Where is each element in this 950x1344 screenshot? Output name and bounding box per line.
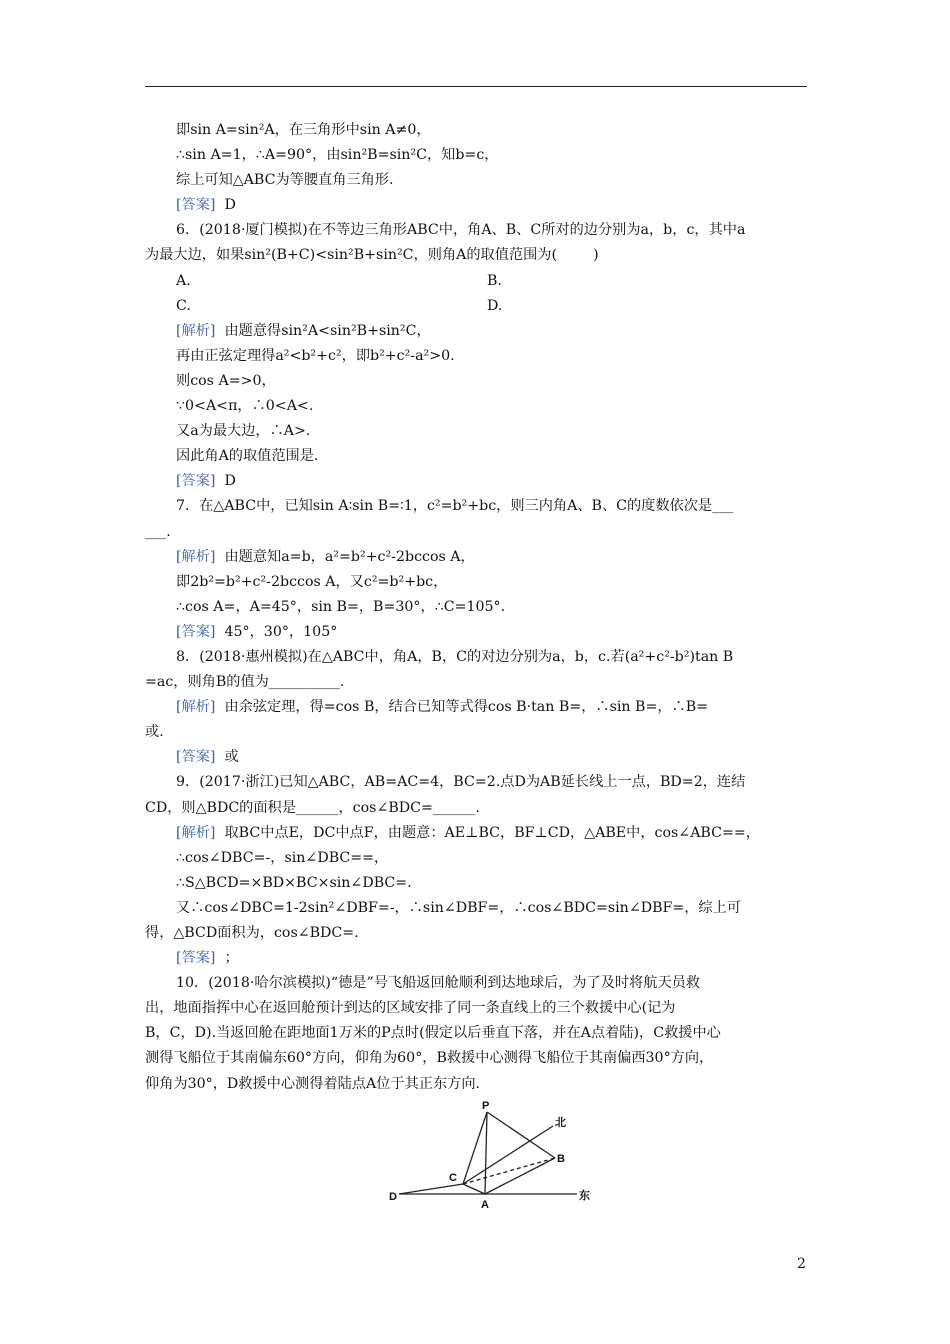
line-text: 由题意得sin²A<sin²B+sin²C， (215, 322, 431, 339)
line-text: 或. (145, 724, 164, 741)
line-text: 为最大边，如果sin²(B+C)<sin²B+sin²C，则角A的取值范围为( ) (145, 247, 599, 264)
text-line (145, 319, 807, 344)
text-line (145, 620, 807, 645)
line-text: ∴cos A=，A=45°，sin B=，B=30°，∴C=105°. (176, 598, 506, 615)
line-text: 由余弦定理，得=cos B，结合已知等式得cos B·tan B=，∴sin B=，∴B= (215, 699, 709, 716)
choice-option: D. (487, 297, 503, 314)
text-line (145, 118, 807, 143)
text-line (145, 921, 807, 946)
text-line (145, 444, 807, 469)
choice-option: B. (487, 272, 502, 289)
text-line (145, 846, 807, 871)
text-line (145, 1072, 807, 1097)
line-text: 则cos A=>0， (176, 372, 276, 389)
label-north: 北 (555, 1117, 566, 1129)
line-text: 再由正弦定理得a²<b²+c²，即b²+c²-a²>0. (176, 347, 455, 364)
text-line (145, 269, 807, 294)
line-text: ∴S△BCD=×BD×BC×sin∠DBC=. (176, 874, 412, 891)
text-line (145, 821, 807, 846)
section-tag: [解析] (176, 548, 216, 565)
text-line (145, 419, 807, 444)
choice-option: A. (176, 272, 191, 289)
section-tag: [答案] (176, 197, 216, 214)
line-text: 又a为最大边，∴A>. (176, 423, 311, 440)
line-text: 即sin A=sin²A，在三角形中sin A≠0， (176, 122, 431, 138)
text-line (145, 796, 807, 821)
line-text: ； (215, 950, 239, 967)
text-line (145, 570, 807, 595)
line-text: ∴cos∠DBC=-，sin∠DBC==， (176, 849, 389, 866)
geometry-figure (385, 1098, 600, 1218)
segment-PA (485, 1112, 487, 1194)
line-text: 因此角A的取值范围是. (176, 448, 319, 465)
text-line (145, 294, 807, 319)
line-text: 得，△BCD面积为，cos∠BDC=. (145, 925, 359, 941)
line-text: D (215, 197, 236, 214)
line-text: ∴sin A=1，∴A=90°，由sin²B=sin²C，知b=c， (176, 147, 499, 164)
section-tag: [答案] (176, 623, 216, 640)
line-text: 45°，30°，105° (215, 623, 338, 640)
label-A: A (481, 1199, 489, 1211)
text-line (145, 168, 807, 193)
line-text: 仰角为30°，D救援中心测得着陆点A位于其正东方向. (145, 1075, 481, 1092)
line-D-C (399, 1184, 463, 1194)
label-D: D (389, 1191, 397, 1203)
line-text: 又∴cos∠DBC=1-2sin²∠DBF=-，∴sin∠DBF=，∴cos∠BDC=sin∠DBF=，综上可 (176, 899, 741, 916)
text-line (145, 394, 807, 419)
line-text: 8．(2018·惠州模拟)在△ABC中，角A，B，C的对边分别为a，b，c.若(a²+c²-b²)tan B (176, 648, 734, 665)
section-tag: [解析] (176, 824, 216, 841)
label-P: P (482, 1100, 490, 1112)
text-line (145, 1046, 807, 1071)
section-tag: [解析] (176, 699, 216, 716)
text-line (145, 344, 807, 369)
line-text: ___. (145, 523, 171, 540)
line-text: 由题意知a=b，a²=b²+c²-2bccos A， (215, 548, 475, 565)
text-line (145, 996, 807, 1021)
text-line (145, 243, 807, 268)
page-number: 2 (797, 1256, 806, 1272)
text-line (145, 695, 807, 720)
text-line (145, 770, 807, 795)
segment-CB-dashed (463, 1158, 555, 1184)
line-text: CD，则△BDC的面积是______，cos∠BDC=______. (145, 799, 480, 816)
line-text: 综上可知△ABC为等腰直角三角形. (176, 172, 394, 189)
section-tag: [答案] (176, 473, 216, 490)
label-C: C (449, 1172, 457, 1184)
line-text: D (215, 473, 236, 490)
segment-CA (463, 1184, 485, 1194)
text-line (145, 645, 807, 670)
text-line (145, 494, 807, 519)
line-text: 测得飞船位于其南偏东60°方向，仰角为60°，B救援中心测得飞船位于其南偏西30°方向， (145, 1050, 714, 1067)
segment-PB (487, 1112, 555, 1158)
label-east: 东 (579, 1190, 590, 1202)
line-text: 即2b²=b²+c²-2bccos A，又c²=b²+bc， (176, 573, 448, 590)
text-line (145, 946, 807, 971)
line-text: 6．(2018·厦门模拟)在不等边三角形ABC中，角A、B、C所对的边分别为a，b，c，其中a (176, 222, 746, 239)
line-text: 取BC中点E，DC中点F，由题意：AE⊥BC，BF⊥CD，△ABE中，cos∠ABC==， (215, 824, 760, 841)
line-text: ∵0<A<π，∴0<A<. (176, 398, 314, 415)
line-text: 或 (215, 749, 239, 766)
header-rule (145, 86, 807, 87)
section-tag: [答案] (176, 749, 216, 766)
text-line (145, 1021, 807, 1046)
text-line (145, 218, 807, 243)
text-line (145, 595, 807, 620)
line-text: 出，地面指挥中心在返回舱预计到达的区域安排了同一条直线上的三个救援中心(记为 (145, 1000, 676, 1017)
line-C-north (463, 1126, 553, 1184)
line-text: =ac，则角B的值为__________. (145, 674, 345, 691)
segment-PC (463, 1112, 487, 1184)
text-line (145, 745, 807, 770)
section-tag: [答案] (176, 950, 216, 967)
document-body (145, 118, 807, 1097)
text-line (145, 896, 807, 921)
text-line (145, 143, 807, 168)
text-line (145, 720, 807, 745)
text-line (145, 545, 807, 570)
text-line (145, 971, 807, 996)
text-line (145, 369, 807, 394)
line-text: 10．(2018·哈尔滨模拟)“德是”号飞船返回舱顺利到达地球后，为了及时将航天员救 (176, 975, 701, 992)
line-text: B，C，D).当返回舱在距地面1万米的P点时(假定以后垂直下落，并在A点着陆)，C救援中心 (145, 1025, 721, 1042)
section-tag: [解析] (176, 322, 216, 339)
text-line (145, 871, 807, 896)
choice-option: C. (176, 297, 191, 314)
text-line (145, 670, 807, 695)
line-text: 9．(2017·浙江)已知△ABC，AB=AC=4，BC=2.点D为AB延长线上一点，BD=2，连结 (176, 774, 746, 791)
text-line (145, 520, 807, 545)
line-text: 7．在△ABC中，已知sin A∶sin B=∶1，c²=b²+bc，则三内角A、B、C的度数依次是___ (176, 498, 734, 515)
text-line (145, 193, 807, 218)
label-B: B (557, 1153, 565, 1165)
text-line (145, 469, 807, 494)
